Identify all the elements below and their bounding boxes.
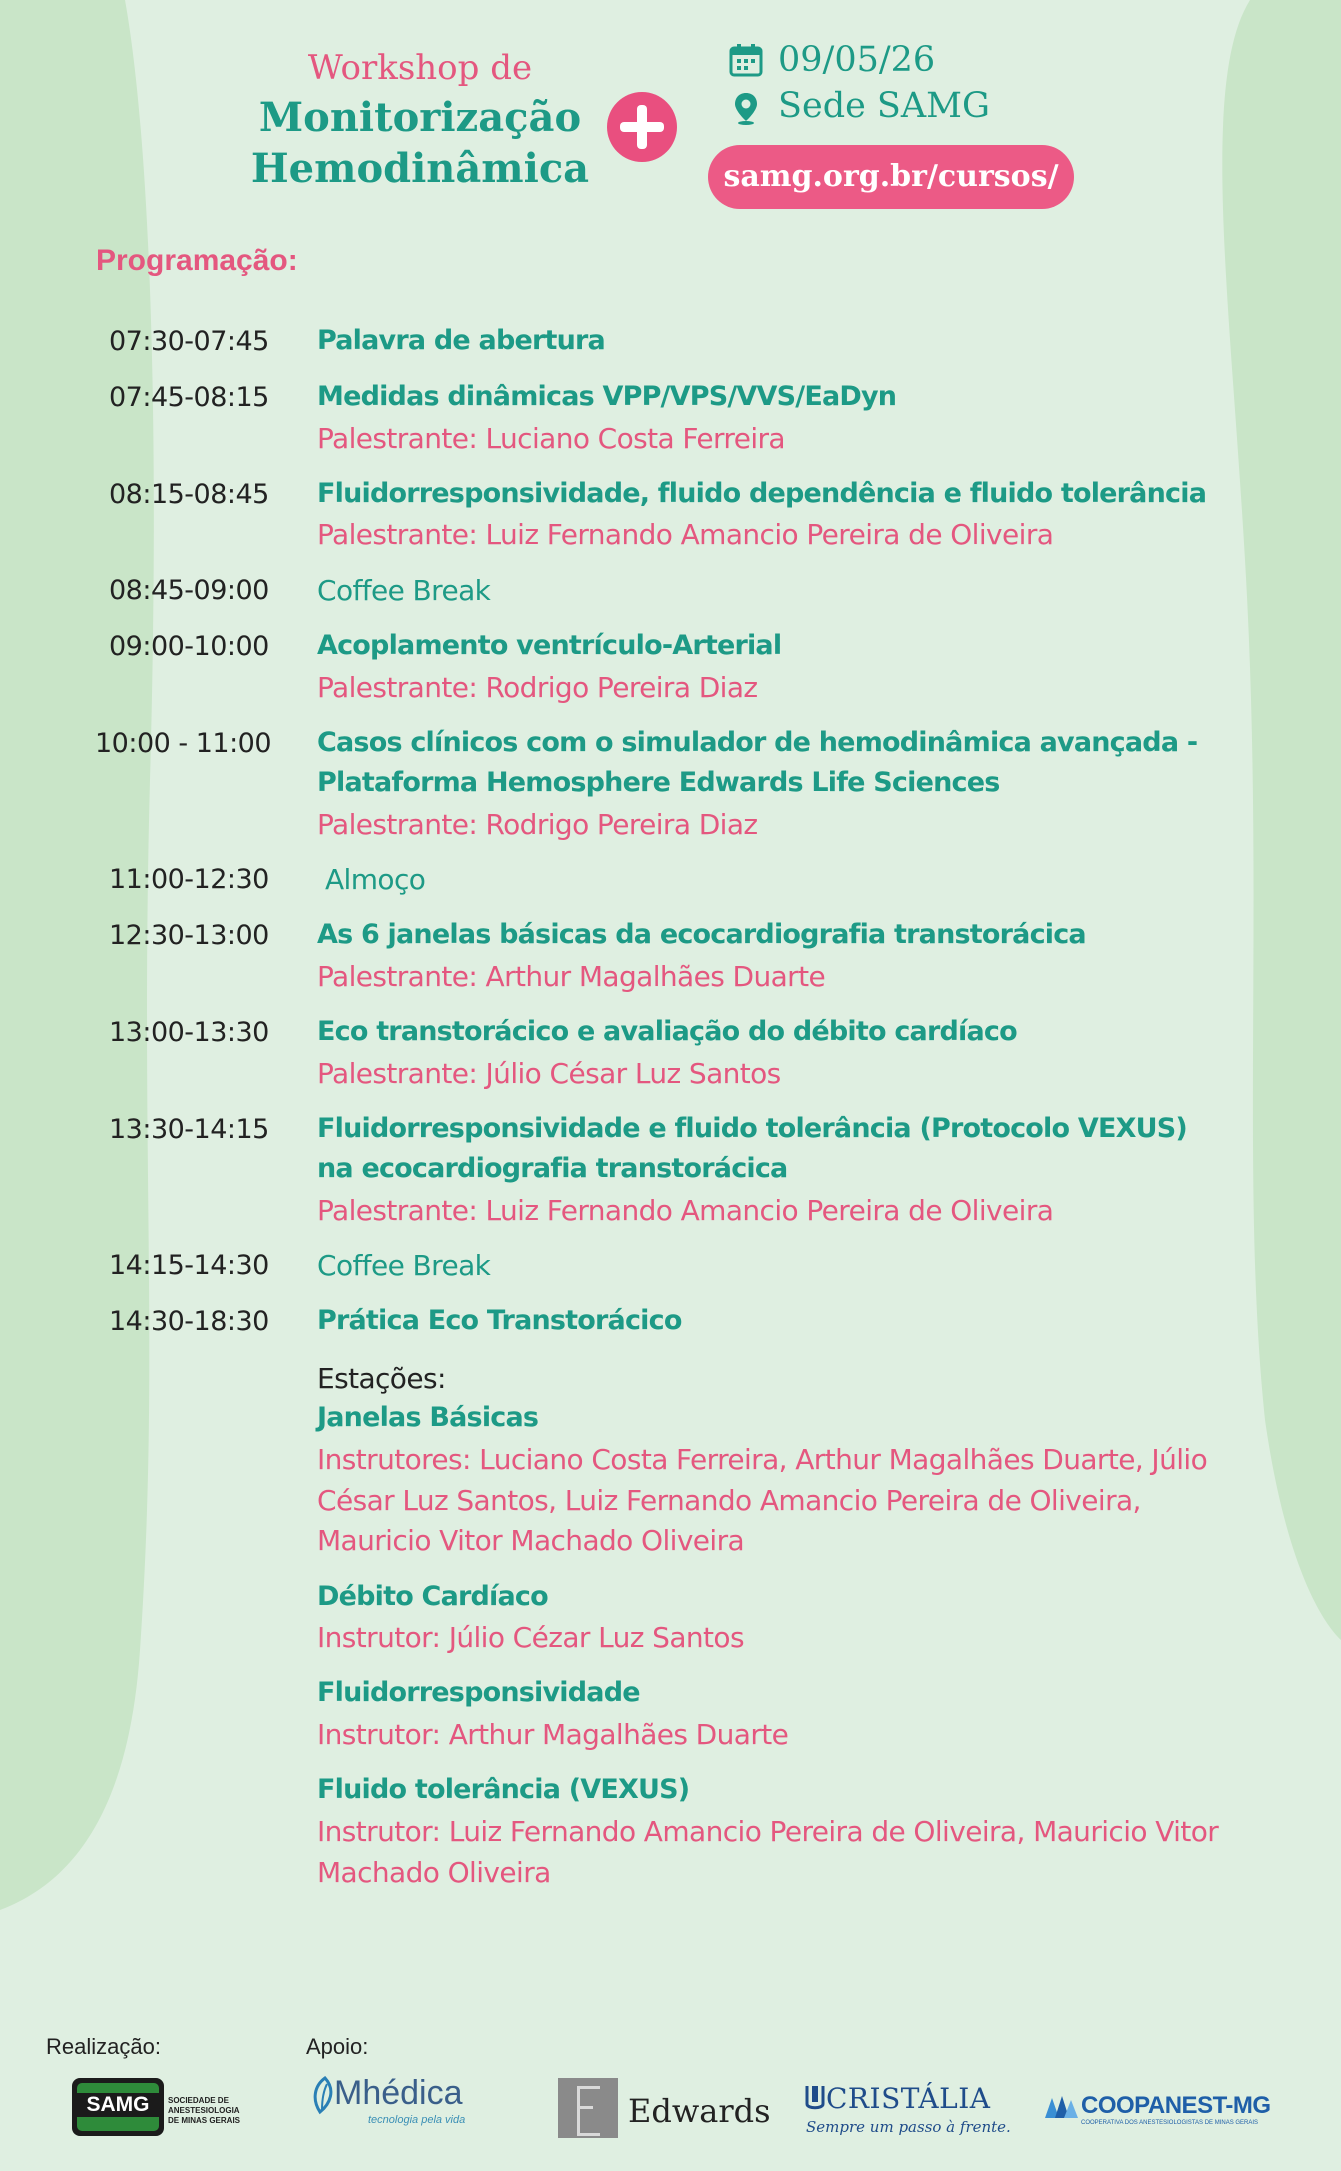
session-speaker: Palestrante: Luiz Fernando Amancio Pereira de Oliveira <box>317 1194 1054 1227</box>
session-title: Coffee Break <box>317 1249 491 1282</box>
coopanest-logo: COOPANEST-MG COOPERATIVA DOS ANESTESIOLOGISTAS DE MINAS GERAIS <box>1043 2092 1293 2142</box>
station-instructors: Instrutor: Luiz Fernando Amancio Pereira de Oliveira, Mauricio Vitor <box>317 1815 1219 1848</box>
session-title: Prática Eco Transtorácico <box>317 1305 682 1336</box>
station-instructors: Instrutor: Júlio Cézar Luz Santos <box>317 1621 744 1654</box>
cristalia-emblem-icon <box>804 2084 826 2112</box>
title-line-2: Hemodinâmica <box>250 145 590 192</box>
edwards-logo: Edwards <box>558 2078 758 2142</box>
station-instructors: Mauricio Vitor Machado Oliveira <box>317 1524 745 1557</box>
time-slot: 07:30-07:45 <box>109 326 269 357</box>
station-name: Fluido tolerância (VEXUS) <box>317 1774 690 1805</box>
station-instructors: César Luz Santos, Luiz Fernando Amancio Pereira de Oliveira, <box>317 1484 1141 1517</box>
session-speaker: Palestrante: Rodrigo Pereira Diaz <box>317 808 758 841</box>
realizacao-label: Realização: <box>46 2034 161 2059</box>
session-title: Almoço <box>325 863 426 896</box>
cristalia-logo: CRISTÁLIA Sempre um passo à frente. <box>806 2082 1011 2136</box>
session-speaker: Palestrante: Júlio César Luz Santos <box>317 1057 781 1090</box>
session-title: Acoplamento ventrículo-Arterial <box>317 630 782 661</box>
time-slot: 08:15-08:45 <box>109 479 269 510</box>
session-title-continued: na ecocardiografia transtorácica <box>317 1153 788 1184</box>
time-slot: 14:30-18:30 <box>109 1306 269 1337</box>
time-slot: 07:45-08:15 <box>109 382 269 413</box>
session-title: Casos clínicos com o simulador de hemodinâmica avançada - <box>317 727 1198 758</box>
coopanest-people-icon <box>1043 2092 1079 2118</box>
time-slot: 09:00-10:00 <box>109 631 269 662</box>
session-title: Fluidorresponsividade, fluido dependência e fluido tolerância <box>317 478 1207 509</box>
session-speaker: Palestrante: Arthur Magalhães Duarte <box>317 960 826 993</box>
time-slot: 11:00-12:30 <box>109 864 269 895</box>
samg-logo: SAMG SOCIEDADE DE ANESTESIOLOGIA DE MINAS GERAIS <box>72 2078 242 2140</box>
time-slot: 12:30-13:00 <box>109 920 269 951</box>
time-slot: 13:30-14:15 <box>109 1114 269 1145</box>
session-speaker: Palestrante: Luciano Costa Ferreira <box>317 422 785 455</box>
station-name: Fluidorresponsividade <box>317 1677 640 1708</box>
apoio-label: Apoio: <box>306 2034 369 2059</box>
workshop-label: Workshop de <box>307 48 533 88</box>
session-title-continued: Plataforma Hemosphere Edwards Life Sciences <box>317 767 1000 798</box>
station-name: Débito Cardíaco <box>317 1581 548 1612</box>
section-title: Programação: <box>96 244 298 277</box>
time-slot: 14:15-14:30 <box>109 1250 269 1281</box>
event-date: 09/05/26 <box>778 40 936 80</box>
station-instructors: Instrutores: Luciano Costa Ferreira, Arthur Magalhães Duarte, Júlio <box>317 1443 1208 1476</box>
course-url-link[interactable]: samg.org.br/cursos/ <box>708 145 1074 209</box>
station-instructors: Machado Oliveira <box>317 1856 551 1889</box>
session-title: Medidas dinâmicas VPP/VPS/VVS/EaDyn <box>317 381 897 412</box>
footer <box>0 2020 1341 2171</box>
session-title: As 6 janelas básicas da ecocardiografia transtorácica <box>317 919 1086 950</box>
station-instructors: Instrutor: Arthur Magalhães Duarte <box>317 1718 789 1751</box>
event-location: Sede SAMG <box>778 86 990 126</box>
stations-label: Estações: <box>317 1362 446 1395</box>
session-title: Fluidorresponsividade e fluido tolerância (Protocolo VEXUS) <box>317 1113 1187 1144</box>
session-speaker: Palestrante: Rodrigo Pereira Diaz <box>317 671 758 704</box>
session-title: Coffee Break <box>317 574 491 607</box>
time-slot: 13:00-13:30 <box>109 1017 269 1048</box>
session-speaker: Palestrante: Luiz Fernando Amancio Pereira de Oliveira <box>317 518 1054 551</box>
time-slot: 08:45-09:00 <box>109 575 269 606</box>
mhedica-logo: Mhédica tecnologia pela vida <box>310 2074 510 2134</box>
session-title: Palavra de abertura <box>317 325 605 356</box>
session-title: Eco transtorácico e avaliação do débito cardíaco <box>317 1016 1017 1047</box>
time-slot: 10:00 - 11:00 <box>95 728 272 759</box>
station-name: Janelas Básicas <box>317 1402 539 1433</box>
title-line-1: Monitorização <box>258 94 582 141</box>
